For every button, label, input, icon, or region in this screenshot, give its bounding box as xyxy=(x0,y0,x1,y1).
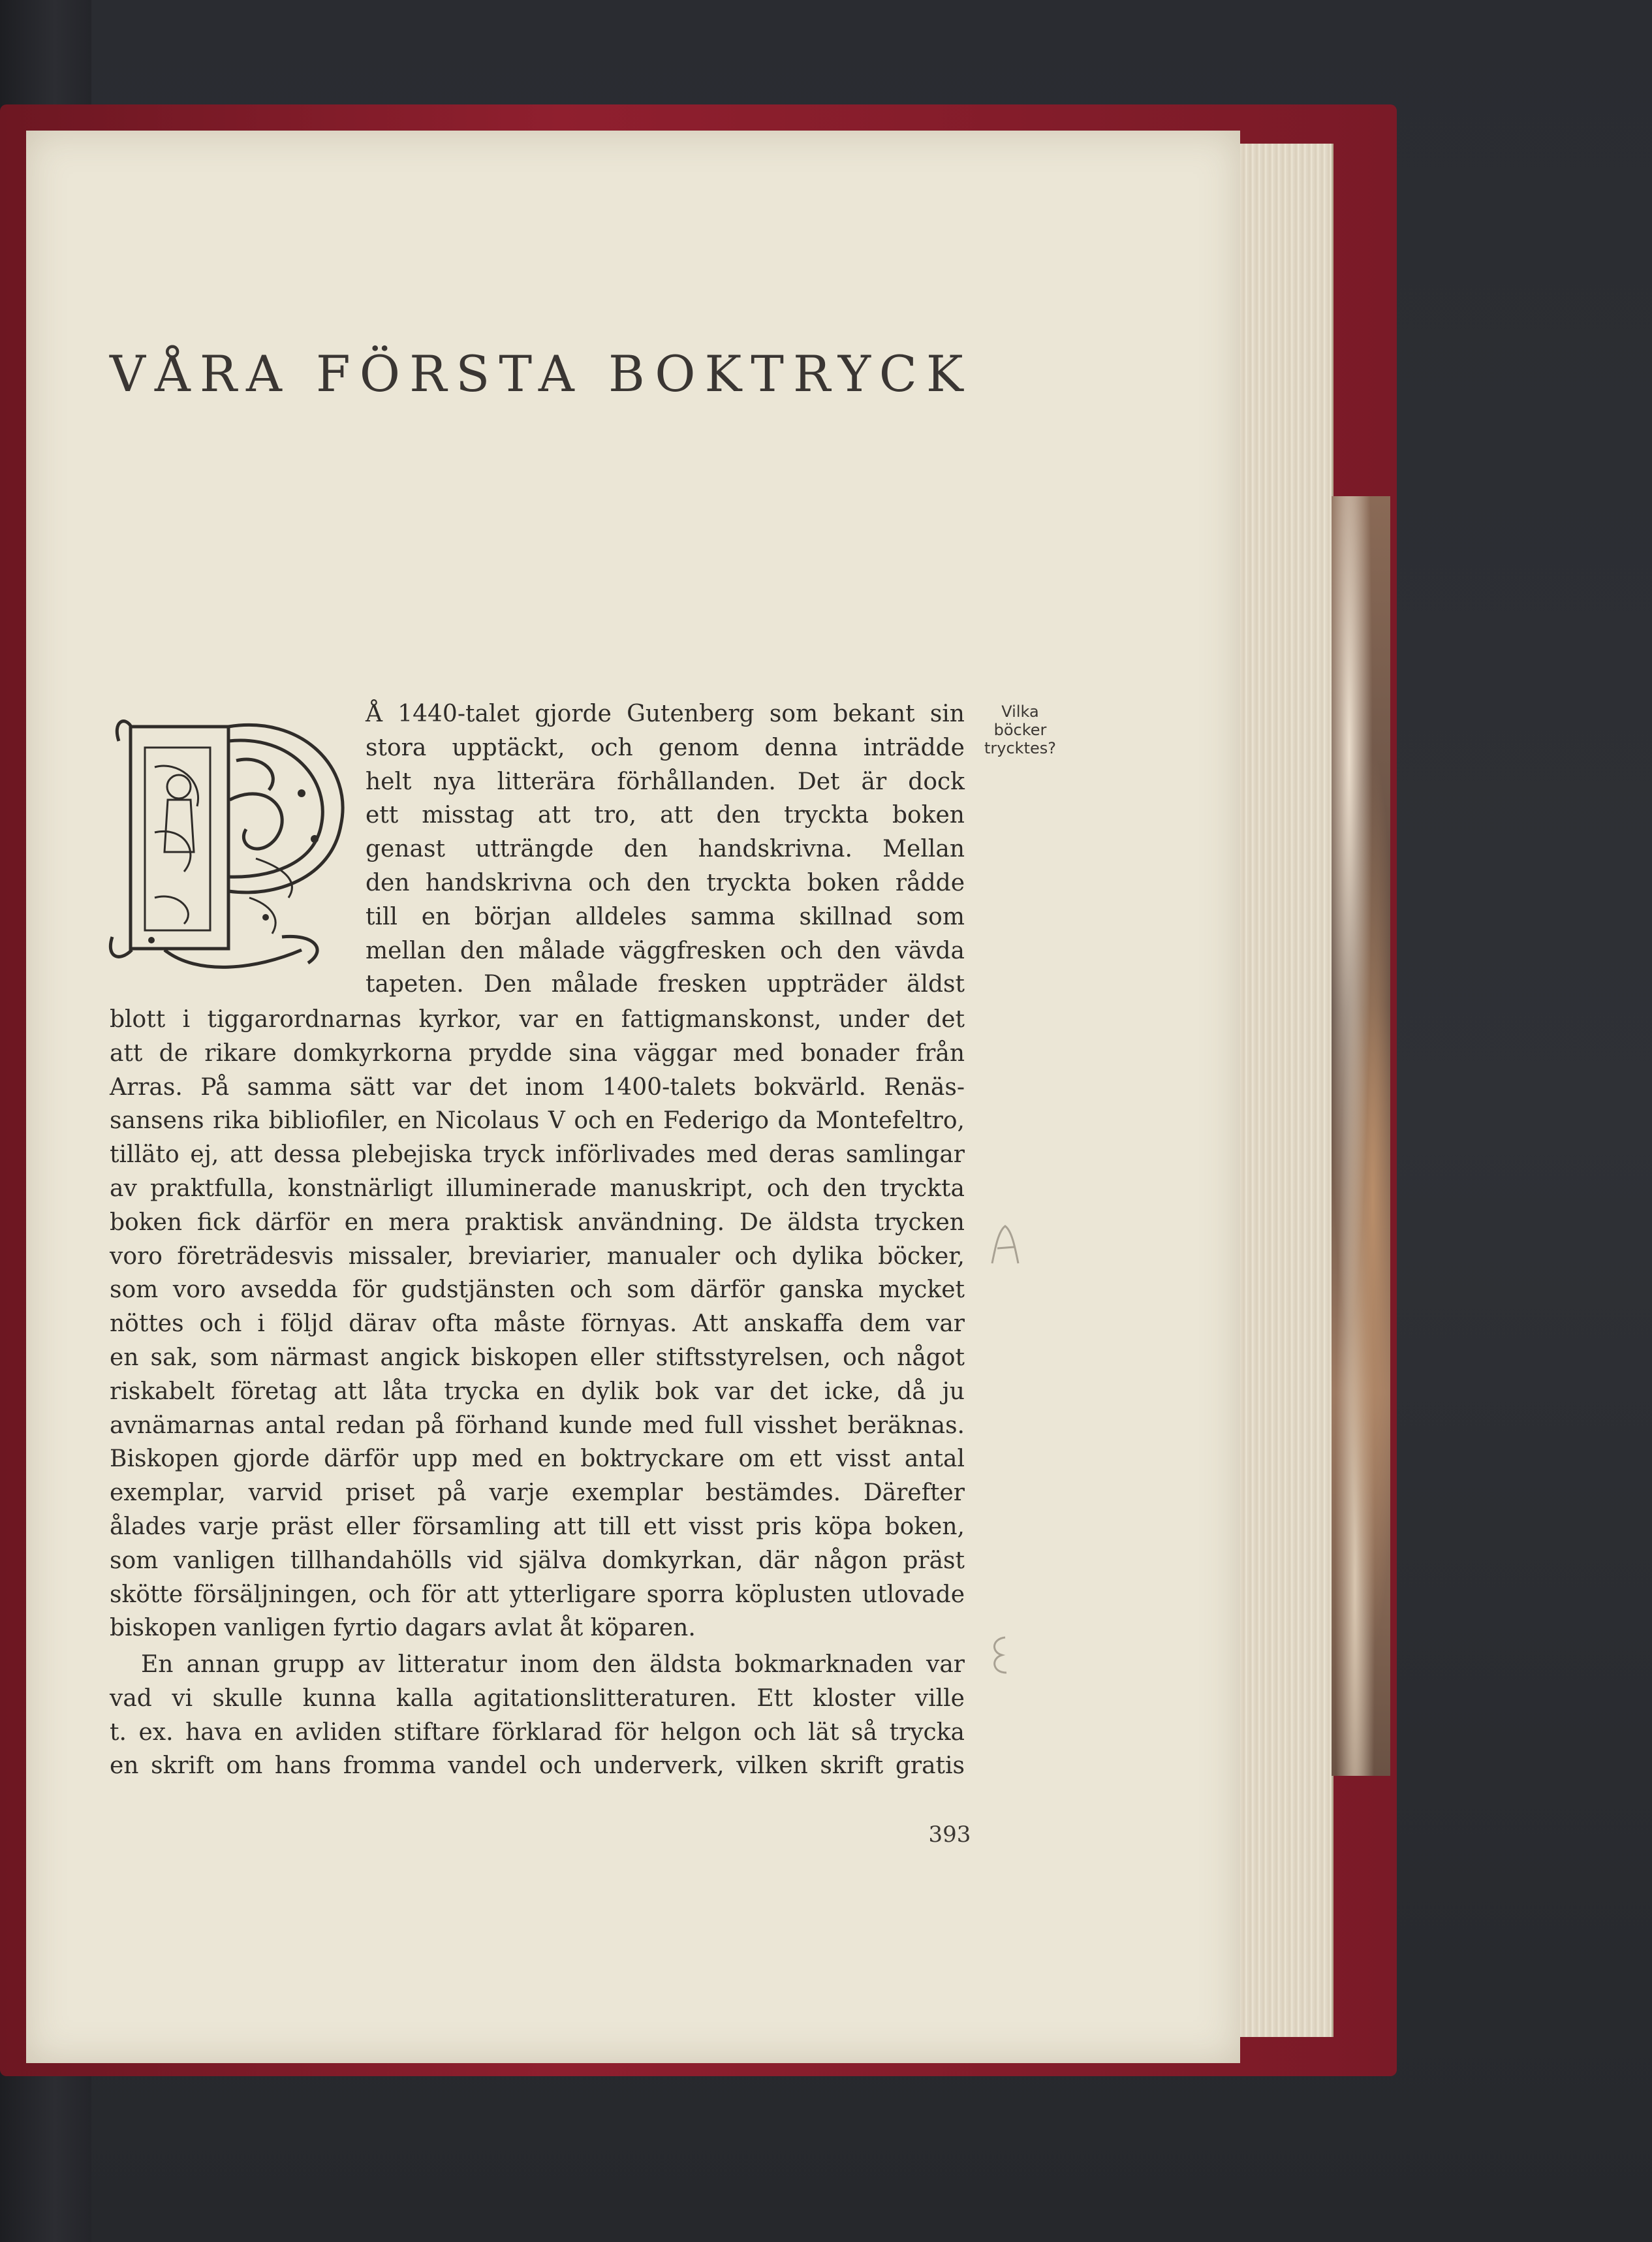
chapter-title: VÅRA FÖRSTA BOKTRYCK xyxy=(110,345,973,403)
text-line: exemplar, varvid priset på varje exemplar bestämdes. Därefter xyxy=(110,1479,965,1507)
text-line: t. ex. hava en avliden stiftare förklarad för helgon och lät så trycka xyxy=(110,1718,965,1746)
text-line: En annan grupp av litteratur inom den äldsta bokmarknaden var xyxy=(141,1651,965,1678)
drop-cap-illustration xyxy=(106,702,367,976)
text-line: boken fick därför en mera praktisk användning. De äldsta trycken xyxy=(110,1208,965,1236)
text-line: ålades varje präst eller församling att till ett visst pris köpa boken, xyxy=(110,1513,965,1540)
opening-paragraph xyxy=(366,697,965,1002)
text-line: Biskopen gjorde därför upp med en boktryckare om ett visst antal xyxy=(110,1445,965,1473)
text-line: nöttes och i följd därav ofta måste förnyas. Att anskaffa dem var xyxy=(110,1310,965,1338)
page-fore-edge xyxy=(1227,144,1333,2037)
margin-note xyxy=(971,703,1069,757)
text-line: genast utträngde den handskrivna. Mellan xyxy=(366,836,965,863)
text-line: avnämarnas antal redan på förhand kunde med full visshet beräknas. xyxy=(110,1412,965,1439)
pencil-mark-a xyxy=(986,1221,1025,1267)
text-line: Arras. På samma sätt var det inom 1400-talets bokvärld. Renäs- xyxy=(110,1073,965,1101)
body-paragraph-1 xyxy=(110,1003,965,1645)
text-line: en skrift om hans fromma vandel och underverk, vilken skrift gratis xyxy=(110,1752,965,1780)
margin-note-line: trycktes? xyxy=(984,739,1056,757)
margin-note-line: Vilka xyxy=(1001,703,1039,721)
marbled-edge xyxy=(1332,496,1390,1776)
text-line: sansens rika bibliofiler, en Nicolaus V och en Federigo da Montefeltro, xyxy=(110,1107,965,1135)
text-line: ett misstag att tro, att den tryckta boken xyxy=(366,802,965,829)
text-line: voro företrädesvis missaler, breviarier, manualer och dylika böcker, xyxy=(110,1242,965,1270)
text-line: stora upptäckt, och genom denna inträdde xyxy=(366,734,965,761)
text-line: av praktfulla, konstnärligt illuminerade manuskript, och den tryckta xyxy=(110,1175,965,1202)
text-line: blott i tiggarordnarnas kyrkor, var en fattigmanskonst, under det xyxy=(110,1006,965,1033)
text-line: tapeten. Den målade fresken uppträder äldst xyxy=(366,971,965,998)
text-line: riskabelt företag att låta trycka en dylik bok var det icke, då ju xyxy=(110,1378,965,1405)
text-line: biskopen vanligen fyrtio dagars avlat åt köparen. xyxy=(110,1615,696,1642)
body-paragraph-2 xyxy=(110,1648,965,1783)
margin-note-line: böcker xyxy=(993,721,1047,739)
page-number: 393 xyxy=(928,1822,971,1848)
pencil-mark-b xyxy=(986,1632,1025,1678)
text-line: mellan den målade väggfresken och den vävda xyxy=(366,937,965,964)
text-line: tilläto ej, att dessa plebejiska tryck införlivades med deras samlingar xyxy=(110,1141,965,1169)
text-line: helt nya litterära förhållanden. Det är dock xyxy=(366,768,965,795)
text-line: att de rikare domkyrkorna prydde sina väggar med bonader från xyxy=(110,1039,965,1067)
text-line: vad vi skulle kunna kalla agitationslitteraturen. Ett kloster ville xyxy=(110,1684,965,1712)
text-line: som voro avsedda för gudstjänsten och som därför ganska mycket xyxy=(110,1276,965,1304)
text-line: en sak, som närmast angick biskopen eller stiftsstyrelsen, och något xyxy=(110,1344,965,1371)
text-line: Å 1440-talet gjorde Gutenberg som bekant sin xyxy=(366,701,965,727)
text-line: den handskrivna och den tryckta boken rådde xyxy=(366,869,965,896)
text-line: som vanligen tillhandahölls vid själva domkyrkan, där någon präst xyxy=(110,1547,965,1574)
text-line: skötte försäljningen, och för att ytterligare sporra köplusten utlovade xyxy=(110,1581,965,1608)
text-line: till en början alldeles samma skillnad som xyxy=(366,903,965,930)
